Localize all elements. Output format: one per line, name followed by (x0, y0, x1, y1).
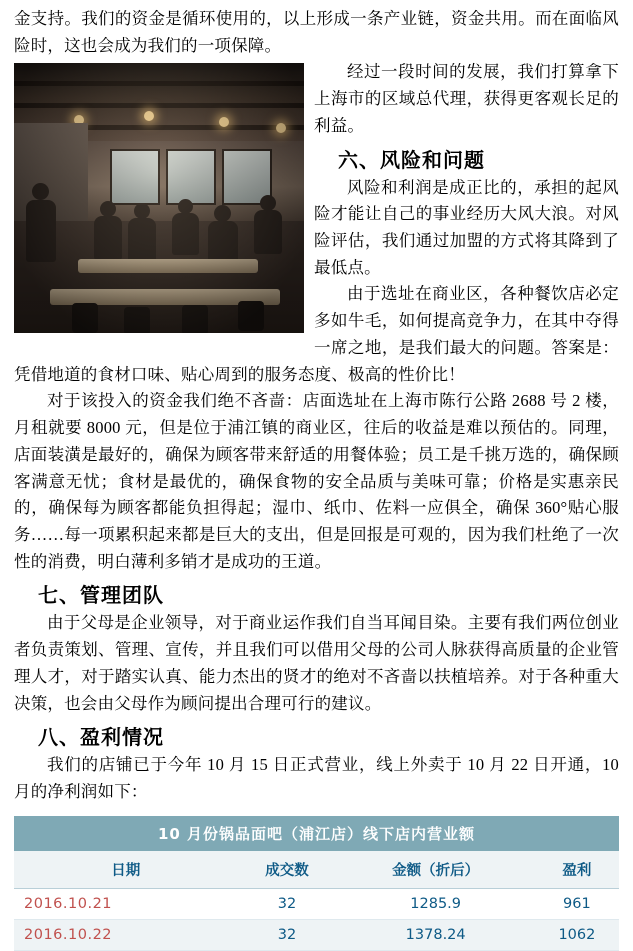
cell-count: 32 (237, 919, 336, 950)
heading-risk: 六、风险和问题 (338, 147, 485, 172)
restaurant-photo (14, 63, 304, 333)
photo-vignette (14, 63, 304, 333)
table-row (14, 888, 619, 919)
cell-date: 2016.10.21 (14, 888, 237, 919)
table-title-row (14, 816, 619, 851)
cell-profit: 961 (535, 888, 619, 919)
cell-date: 2016.10.22 (14, 919, 237, 950)
paragraph-risk-3: 对于该投入的资金我们绝不吝啬：店面选址在上海市陈行公路 2688 号 2 楼，月租就要 8000 元，但是位于浦江镇的商业区，往后的收益是难以预估的。同理，店面装潢是最好的，确保为顾客带来舒适的用餐体验；员工是千挑万选的，确保顾客满意无忧；食材是最优的，确保食物的安全品质与美味可靠；价格是实惠亲民的，确保每为顾客都能负担得起；湿巾、纸巾、佐料一应俱全，确保 360°贴心服务……每一项累积起来都是巨大的支出，但是回报是可观的，因为我们杜绝了一次性的消费，明白薄利多销才是成功的王道。 (14, 391, 619, 571)
paragraph-funding: 金支持。我们的资金是循环使用的，以上形成一条产业链，资金共用。而在面临风险时，这也会成为我们的一项保障。 (14, 9, 619, 55)
paragraph-team-1: 由于父母是企业领导，对于商业运作我们自当耳闻目染。主要有我们两位创业者负责策划、管理、宣传，并且我们可以借用父母的公司人脉获得高质量的企业管理人才，对于踏实认真、能力杰出的贤才的绝对不吝啬以扶植培养。对于各种重大决策，也会由父母作为顾问提出合理可行的建议。 (14, 613, 619, 713)
table-header-amount: 金额（折后） (337, 851, 535, 889)
cell-amount: 1285.9 (337, 888, 535, 919)
table-header-date: 日期 (14, 851, 237, 889)
heading-team: 七、管理团队 (38, 583, 164, 608)
table-header-count: 成交数 (237, 851, 336, 889)
table-body (14, 888, 619, 950)
cell-profit: 1062 (535, 919, 619, 950)
paragraph-risk-1: 风险和利润是成正比的，承担的起风险才能让自己的事业经历大风大浪。对风险评估，我们通过加盟的方式将其降到了最低点。 (314, 177, 619, 277)
sales-table (14, 816, 619, 951)
heading-profit: 八、盈利情况 (38, 725, 164, 750)
table-title: 10 月份锅品面吧（浦江店）线下店内营业额 (14, 816, 619, 851)
table-header-profit: 盈利 (535, 851, 619, 889)
cell-amount: 1378.24 (337, 919, 535, 950)
cell-count: 32 (237, 888, 336, 919)
paragraph-risk-2: 由于选址在商业区，各种餐饮店必定多如牛毛，如何提高竞争力，在其中夺得一席之地，是我们最大的问题。答案是：凭借地道的食材口味、贴心周到的服务态度、极高的性价比！ (14, 284, 619, 384)
paragraph-profit-1: 我们的店铺已于今年 10 月 15 日正式营业，线上外卖于 10 月 22 日开通，10 月的净利润如下： (14, 755, 619, 801)
paragraph-development: 经过一段时间的发展，我们打算拿下上海市的区域总代理，获得更客观长足的利益。 (314, 62, 619, 135)
table-row (14, 919, 619, 950)
table-header-row (14, 851, 619, 889)
